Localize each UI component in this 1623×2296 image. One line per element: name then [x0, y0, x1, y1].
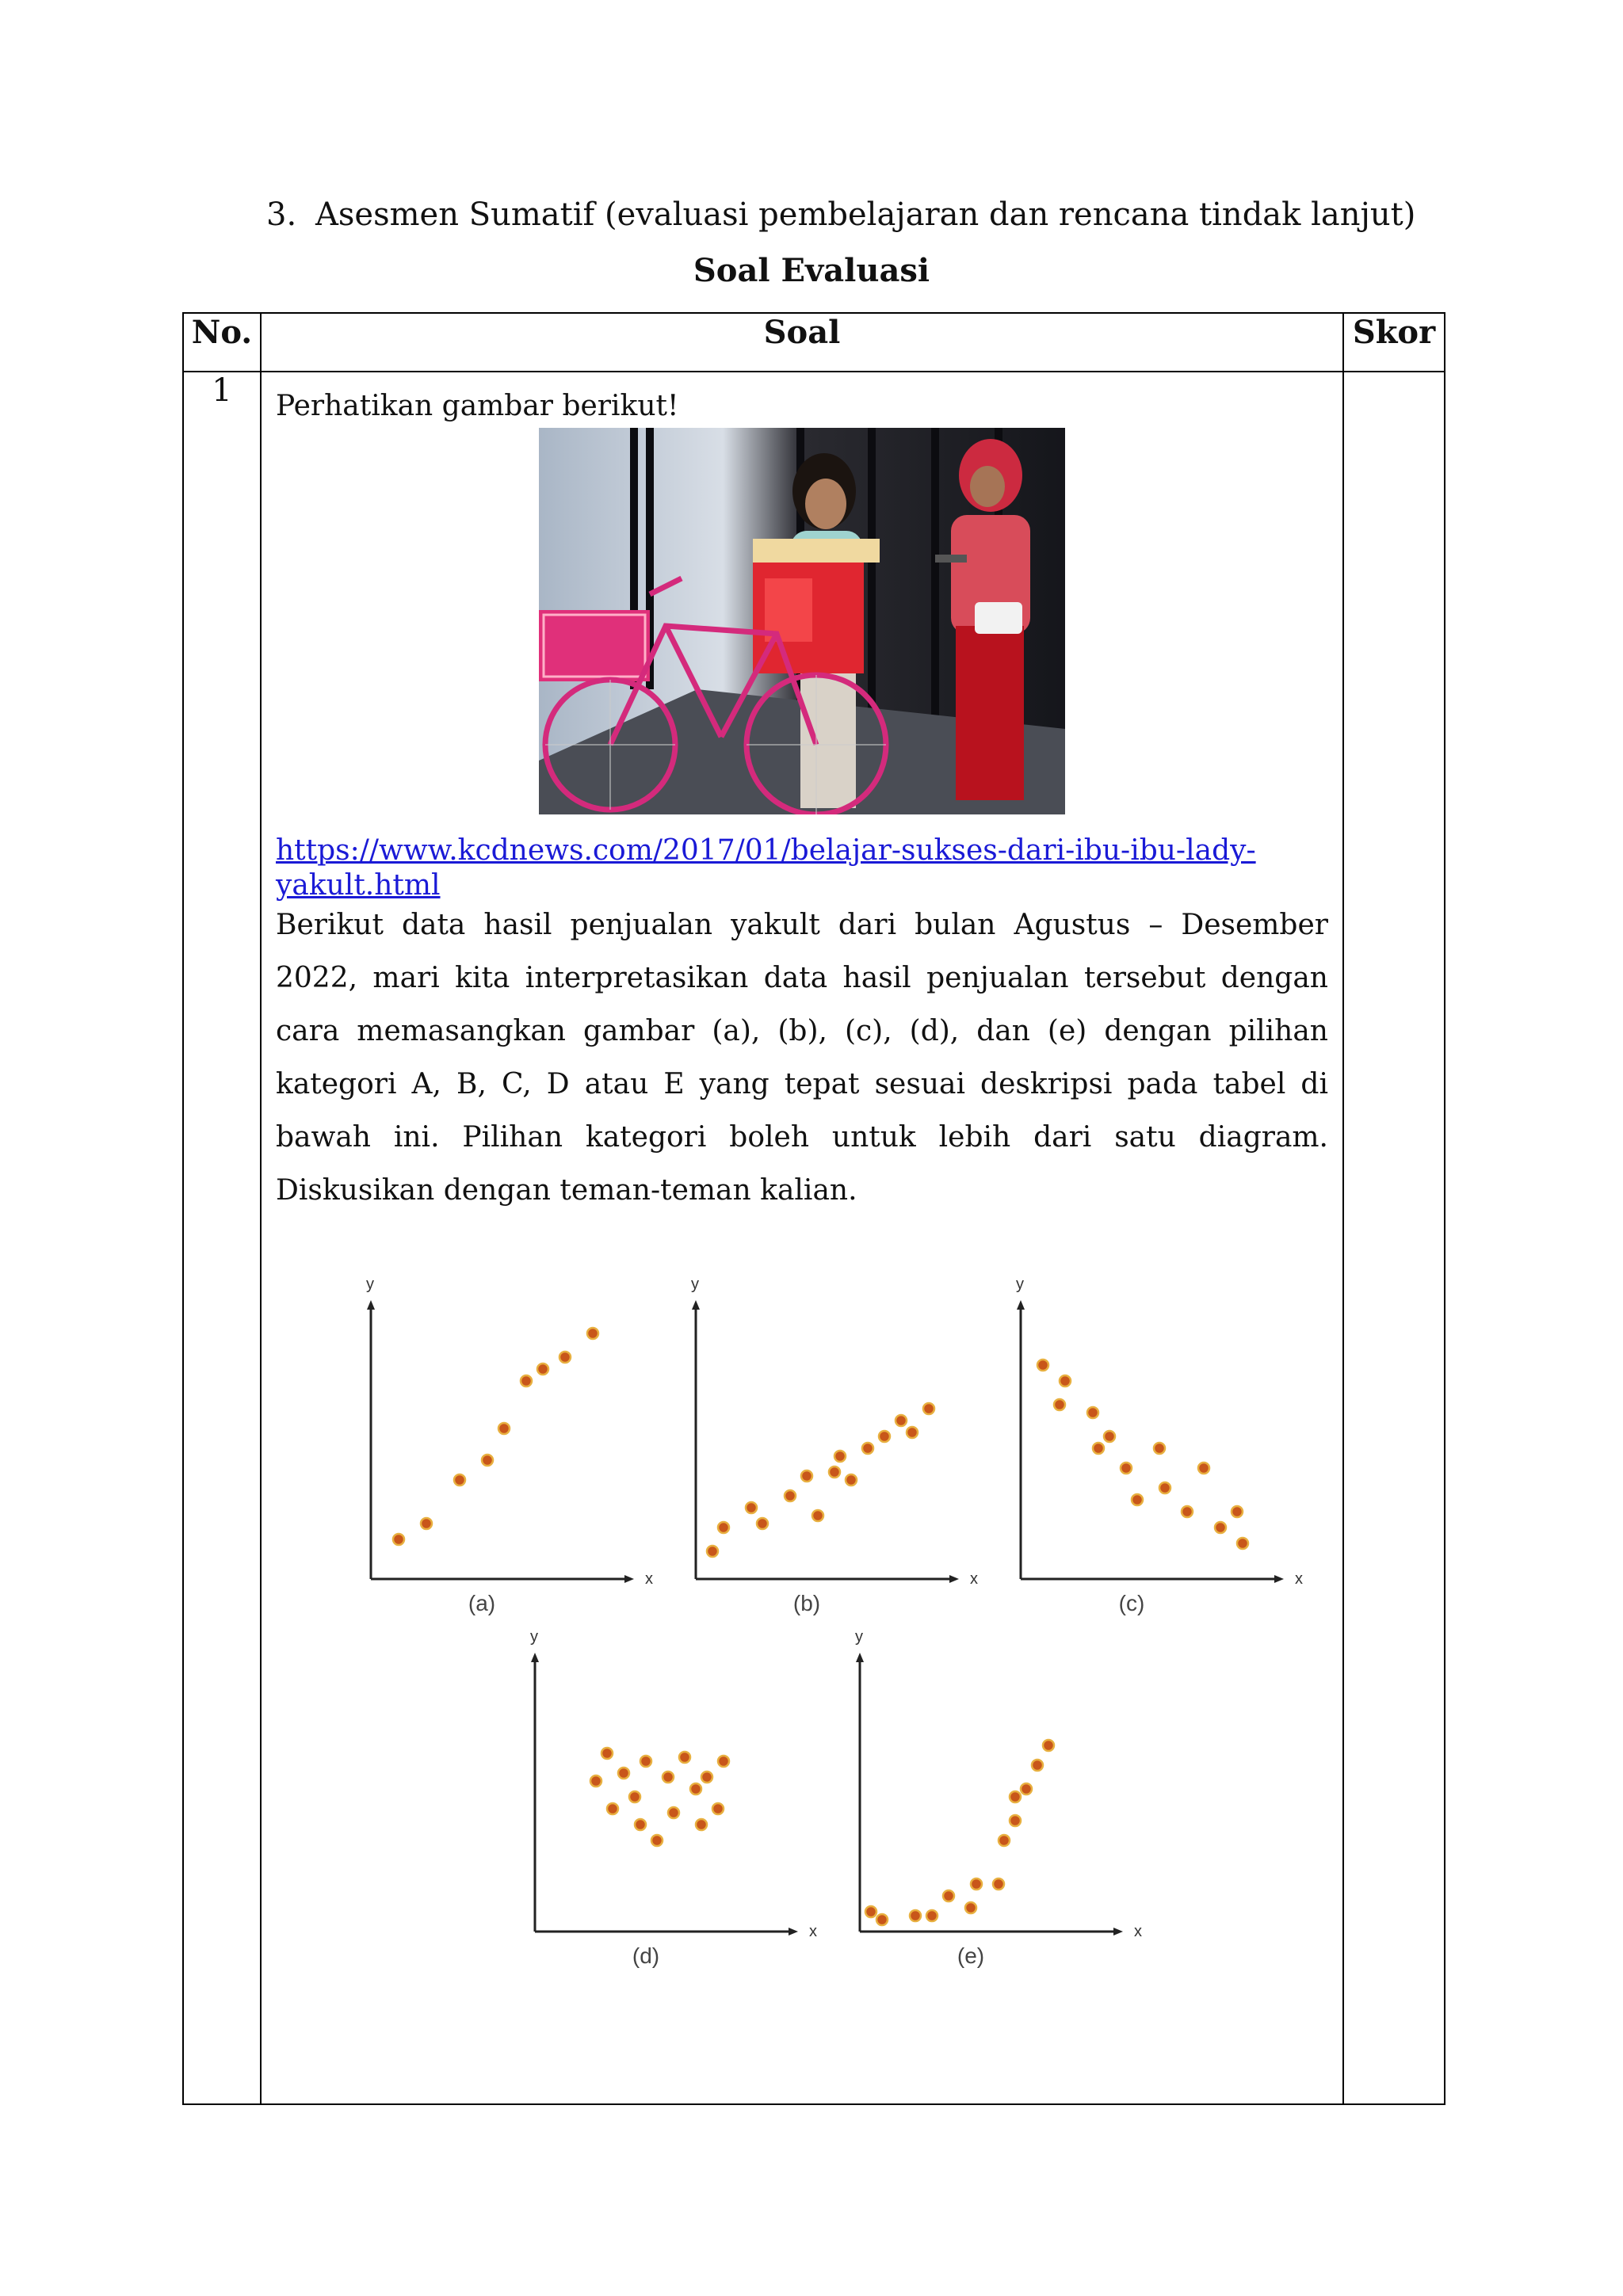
plot-4-ylabel: y — [530, 1628, 538, 1646]
plot-1-point — [498, 1423, 510, 1434]
plot-2-x-arrow — [949, 1575, 959, 1583]
plot-5-point — [910, 1910, 921, 1921]
evaluation-table — [182, 312, 1445, 2105]
plot-4-point — [679, 1752, 690, 1763]
plot-4-point — [696, 1819, 707, 1830]
plot-1-ylabel: y — [366, 1276, 374, 1293]
plot-5-point — [1021, 1783, 1032, 1794]
plot-3-point — [1104, 1431, 1115, 1442]
plot-3-point — [1232, 1506, 1243, 1517]
plot-2-caption: (b) — [792, 1591, 821, 1615]
plot-4-caption: (d) — [632, 1943, 660, 1968]
plot-1-caption: (a) — [468, 1591, 496, 1615]
source-link-line1[interactable]: https://www.kcdnews.com/2017/01/belajar-sukses-dari-ibu-ibu-lady- — [276, 834, 1256, 867]
plot-5-point — [999, 1835, 1010, 1846]
plot-4-y-arrow — [531, 1653, 539, 1662]
plot-3-point — [1121, 1463, 1132, 1474]
plot-4-xlabel: x — [809, 1923, 817, 1940]
plot-3-point — [1182, 1506, 1193, 1517]
plot-5-point — [1010, 1791, 1021, 1802]
plot-1-point — [559, 1352, 571, 1363]
plot-3-caption: (c) — [1118, 1591, 1145, 1615]
plot-4-point — [651, 1835, 663, 1846]
plot-1-point — [482, 1455, 493, 1466]
plot-5-y-arrow — [856, 1653, 864, 1662]
plot-4-point — [690, 1783, 701, 1794]
header-no: No. — [183, 313, 261, 372]
question-cell — [261, 372, 1343, 2104]
section-heading-text: Asesmen Sumatif (evaluasi pembelajaran dan rencana tindak lanjut) — [315, 196, 1416, 233]
plot-3-point — [1198, 1463, 1209, 1474]
plot-2-point — [862, 1443, 873, 1454]
plot-5-point — [1010, 1815, 1021, 1826]
plot-5-point — [971, 1878, 982, 1890]
plot-1-point — [454, 1474, 465, 1486]
plot-5-point — [1043, 1740, 1054, 1751]
plot-5-point — [965, 1902, 976, 1913]
plot-4-point — [607, 1803, 618, 1814]
plot-3-point — [1159, 1482, 1170, 1493]
plot-3-point — [1054, 1399, 1065, 1410]
plot-3-point — [1237, 1538, 1248, 1549]
plot-2-point — [801, 1470, 812, 1482]
plot-5-point — [865, 1906, 876, 1917]
plot-5-point — [1032, 1760, 1043, 1771]
section-number: 3. — [266, 196, 297, 233]
plot-3-point — [1037, 1360, 1048, 1371]
plot-3-point — [1093, 1443, 1104, 1454]
plot-4-point — [635, 1819, 646, 1830]
plot-4-point — [701, 1772, 712, 1783]
plot-3-point — [1060, 1375, 1071, 1386]
plot-4-x-arrow — [789, 1928, 798, 1936]
scatter-diagrams — [262, 1212, 1344, 2004]
plot-2-point — [923, 1403, 934, 1414]
plot-5-point — [993, 1878, 1004, 1890]
question-intro: Perhatikan gambar berikut! — [276, 390, 679, 422]
plot-3-point — [1154, 1443, 1165, 1454]
yakult-seller-photo — [539, 428, 1065, 814]
plot-5-point — [876, 1914, 888, 1925]
plot-4-point — [640, 1756, 651, 1767]
plot-2-point — [785, 1490, 796, 1501]
plot-5-xlabel: x — [1134, 1923, 1142, 1940]
plot-3-ylabel: y — [1016, 1276, 1024, 1293]
plot-2-y-arrow — [692, 1300, 700, 1310]
plot-3-y-arrow — [1017, 1300, 1025, 1310]
plot-4-point — [663, 1772, 674, 1783]
plot-1-point — [393, 1534, 404, 1545]
plot-3-point — [1215, 1522, 1226, 1533]
plot-3-point — [1087, 1407, 1098, 1418]
plot-3-xlabel: x — [1295, 1570, 1303, 1588]
plot-3-x-arrow — [1274, 1575, 1284, 1583]
plot-2-xlabel: x — [970, 1570, 978, 1588]
score-cell — [1343, 372, 1445, 2104]
source-link[interactable] — [276, 833, 1322, 903]
plot-4-point — [718, 1756, 729, 1767]
question-description: Berikut data hasil penjualan yakult dari bulan Agustus – Desember 2022, mari kita interpretasikan data hasil penjualan tersebut dengan cara memasangkan gambar (a), (b), (c), (d), dan (e) dengan pilihan kategori A, B, C, D atau E yang tepat sesuai deskripsi pada tabel di bawah ini. Pilihan kategori boleh untuk lebih dari satu diagram. Diskusikan dengan teman-teman kalian. — [276, 909, 1328, 1207]
section-heading — [266, 196, 1415, 233]
plot-2-point — [896, 1415, 907, 1426]
plot-4-point — [668, 1807, 679, 1818]
plot-2-point — [834, 1451, 846, 1462]
plot-1-y-arrow — [367, 1300, 375, 1310]
plot-2-point — [757, 1518, 768, 1529]
header-skor: Skor — [1343, 313, 1445, 372]
plot-1-point — [587, 1328, 598, 1339]
plot-4-point — [590, 1775, 601, 1787]
plot-2-point — [846, 1474, 857, 1486]
source-link-line2[interactable]: yakult.html — [276, 869, 441, 902]
plot-2-ylabel: y — [691, 1276, 699, 1293]
table-row — [183, 372, 1445, 2104]
plot-2-point — [812, 1510, 823, 1521]
plot-4-point — [629, 1791, 640, 1802]
plot-1-point — [421, 1518, 432, 1529]
plot-5-caption: (e) — [957, 1943, 985, 1968]
plot-4-point — [618, 1768, 629, 1779]
plot-5-ylabel: y — [855, 1628, 863, 1646]
plot-5-x-arrow — [1113, 1928, 1123, 1936]
table-header-row — [183, 313, 1445, 372]
plot-4-point — [601, 1748, 613, 1759]
plot-1-x-arrow — [624, 1575, 634, 1583]
question-number: 1 — [183, 372, 261, 2104]
plot-4-point — [712, 1803, 724, 1814]
plot-2-point — [879, 1431, 890, 1442]
plot-5-point — [943, 1890, 954, 1901]
header-soal: Soal — [261, 313, 1343, 372]
plot-1-xlabel: x — [645, 1570, 653, 1588]
plot-2-point — [907, 1427, 918, 1438]
plot-2-point — [707, 1546, 718, 1557]
plot-5-point — [926, 1910, 938, 1921]
plot-3-point — [1132, 1494, 1143, 1505]
plot-1-point — [537, 1363, 548, 1375]
plot-2-point — [829, 1466, 840, 1478]
plot-2-point — [718, 1522, 729, 1533]
page-title: Soal Evaluasi — [693, 252, 930, 289]
plot-2-point — [746, 1502, 757, 1513]
plot-1-point — [521, 1375, 532, 1386]
